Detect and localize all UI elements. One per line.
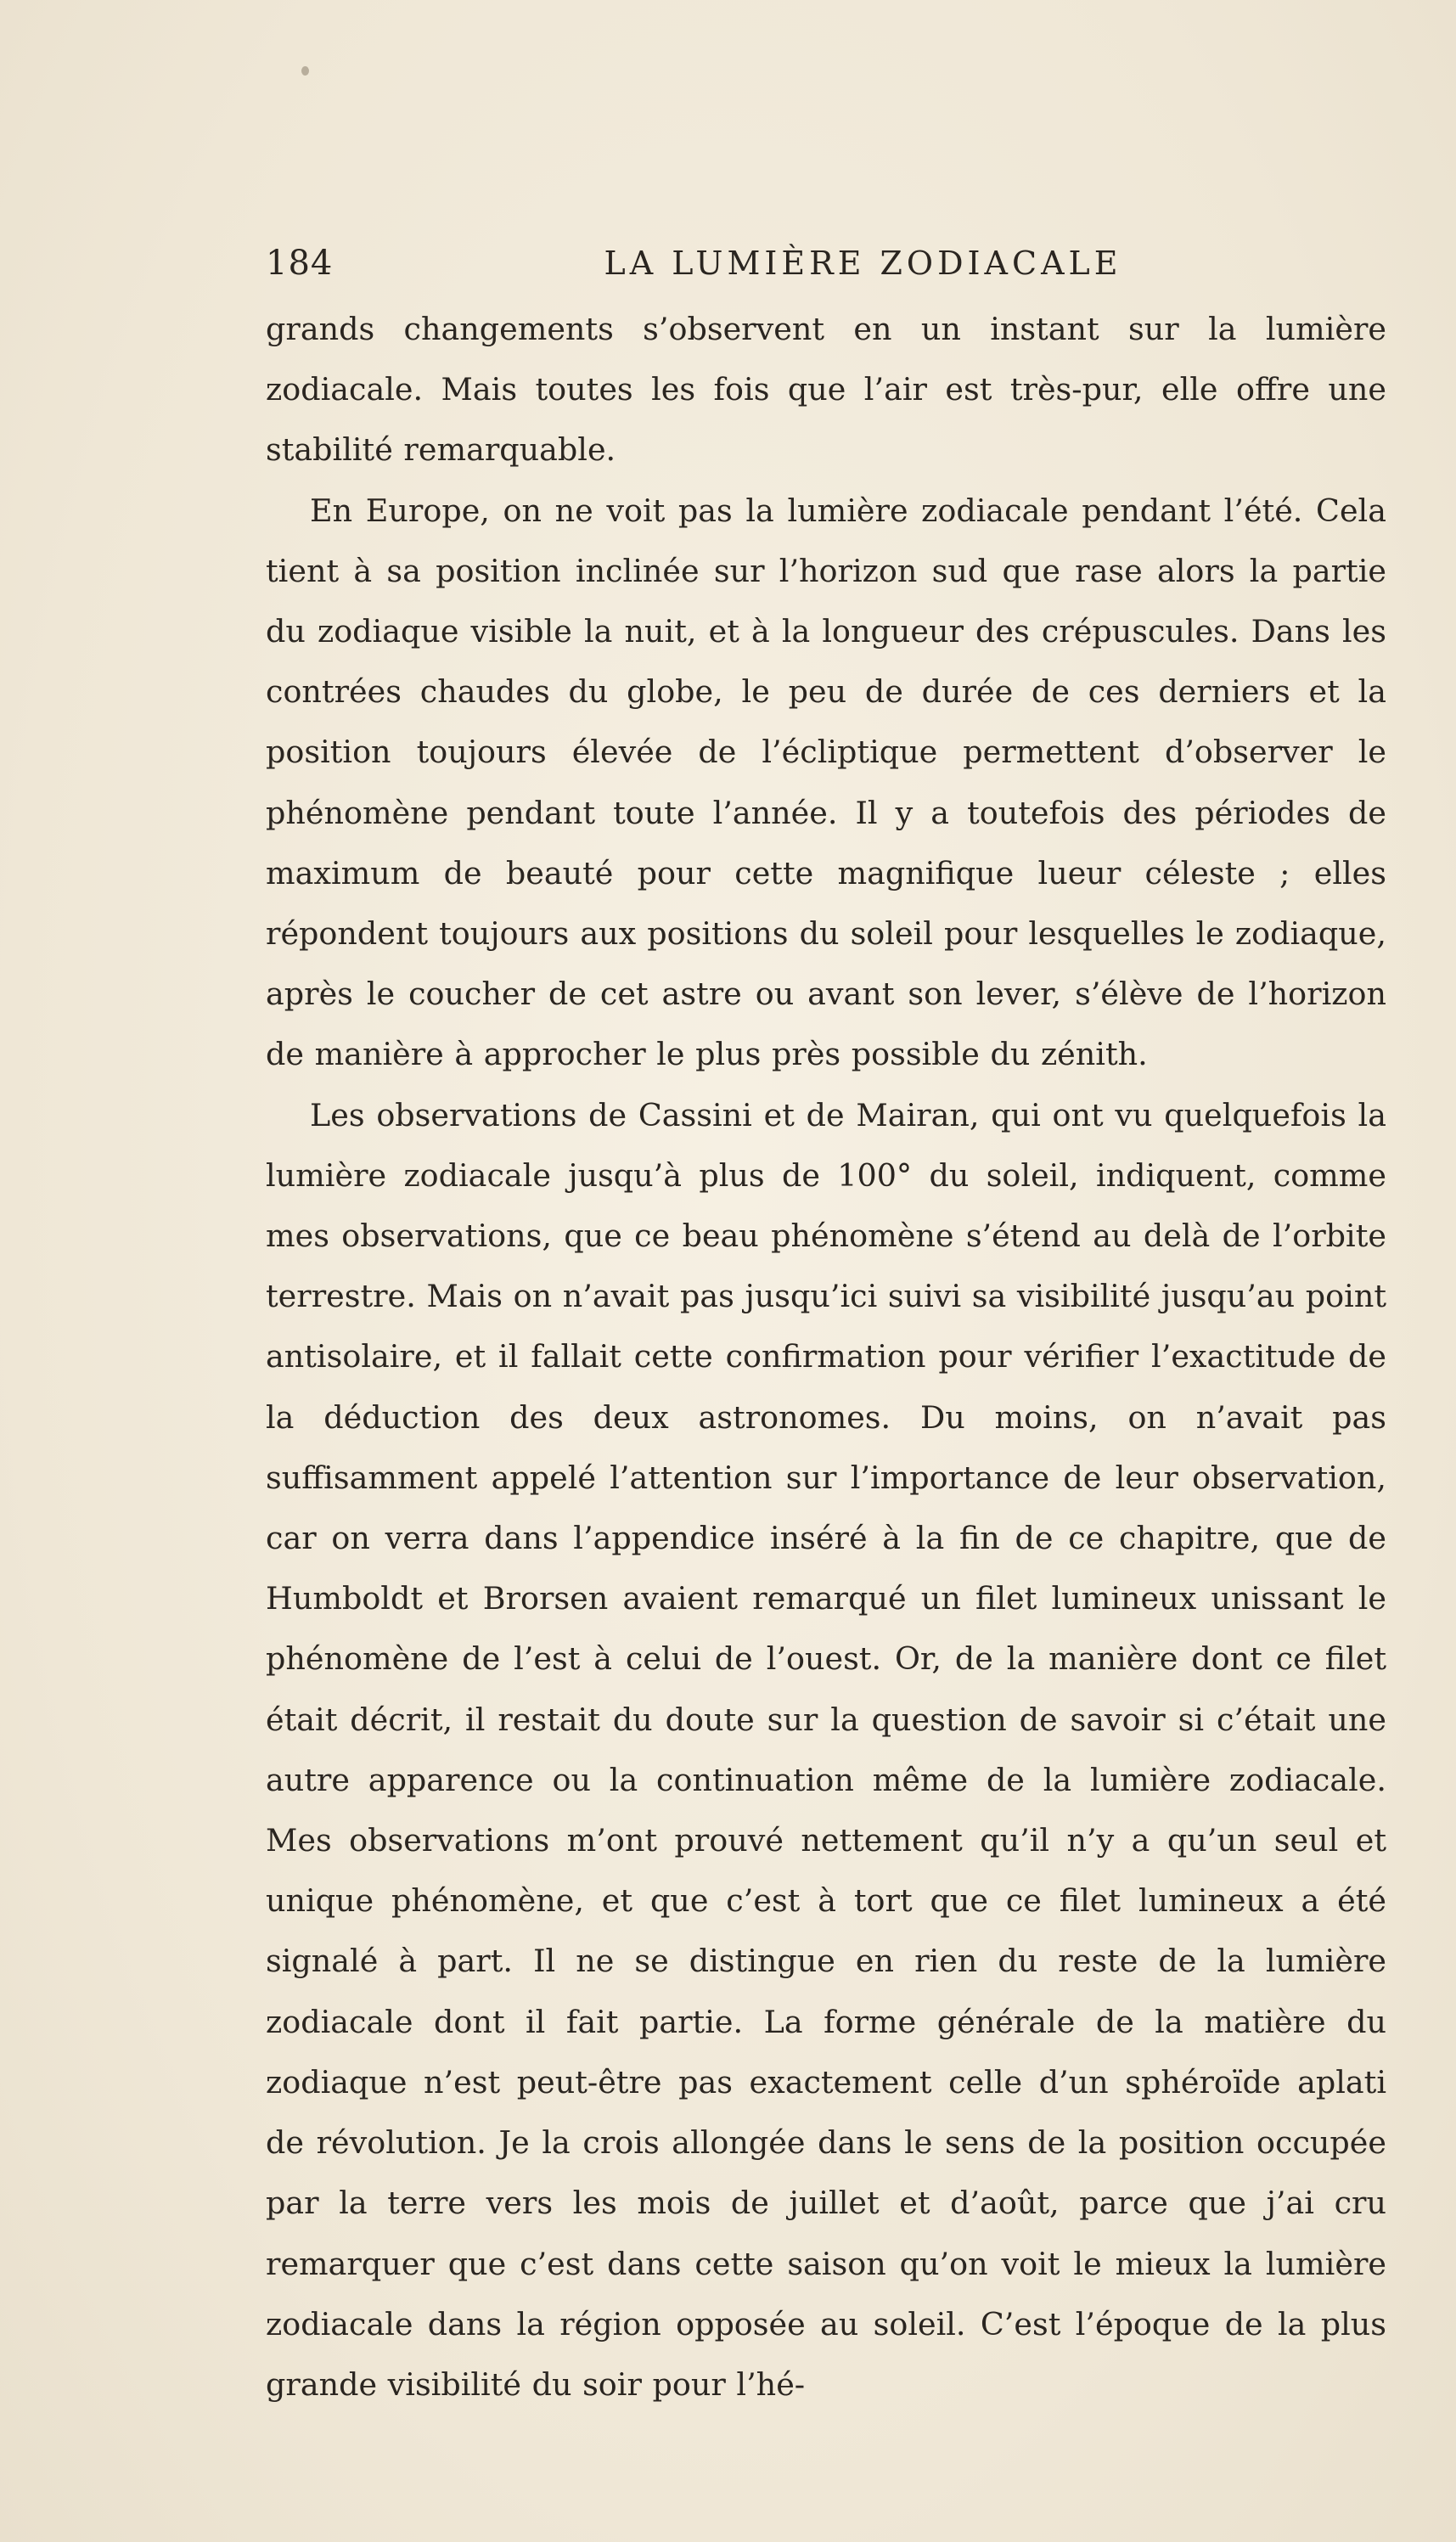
paragraph-2: En Europe, on ne voit pas la lumière zodiacale pendant l’été. Cela tient à sa position inclinée sur l’horizon sud que rase alors la partie du zodiaque visible la nuit, et à la longueur des crépuscules. Dans les contrées chaudes du globe, le peu de durée de ces derniers et la position toujours élevée de l’écliptique permettent d’observer le phénomène pendant toute l’année. Il y a toutefois des périodes de maximum de beauté pour cette magnifique lueur céleste ; elles répondent toujours aux positions du soleil pour lesquelles le zodiaque, après le coucher de cet astre ou avant son lever, s’élève de l’horizon de manière à approcher le plus près possible du zénith. [266, 492, 1386, 1073]
paragraph-1: grands changements s’observent en un instant sur la lumière zodiacale. Mais toutes les fois que l’air est très-pur, elle offre une stabilité remarquable. [266, 311, 1386, 469]
body-text [266, 299, 1386, 2415]
paragraph-3: Les observations de Cassini et de Mairan, qui ont vu quelquefois la lumière zodiacale jusqu’à plus de 100° du soleil, indiquent, comme mes observations, que ce beau phénomène s’étend au delà de l’orbite terrestre. Mais on n’avait pas jusqu’ici suivi sa visibilité jusqu’au point antisolaire, et il fallait cette confirmation pour vérifier l’exactitude de la déduction des deux astronomes. Du moins, on n’avait pas suffisamment appelé l’attention sur l’importance de leur observation, car on verra dans l’appendice inséré à la fin de ce chapitre, que de Humboldt et Brorsen avaient remarqué un filet lumineux unissant le phénomène de l’est à celui de l’ouest. Or, de la manière dont ce filet était décrit, il restait du doute sur la question de savoir si c’était une autre apparence ou la continuation même de la lumière zodiacale. Mes observations m’ont prouvé nettement qu’il n’y a qu’un seul et unique phénomène, et que c’est à tort que ce filet lumineux a été signalé à part. Il ne se distingue en rien du reste de la lumière zodiacale dont il fait partie. La forme générale de la matière du zodiaque n’est peut-être pas exactement celle d’un sphéroïde aplati de révolution. Je la crois allongée dans le sens de la position occupée par la terre vers les mois de juillet et d’août, parce que j’ai cru remarquer que c’est dans cette saison qu’on voit le mieux la lumière zodiacale dans la région opposée au soleil. C’est l’époque de la plus grande visibilité du soir pour l’hé- [266, 1096, 1386, 2403]
ink-speck [301, 66, 309, 76]
running-title: LA LUMIÈRE ZODIACALE [604, 245, 1122, 282]
page-number: 184 [266, 244, 334, 283]
page-header [266, 239, 1401, 287]
